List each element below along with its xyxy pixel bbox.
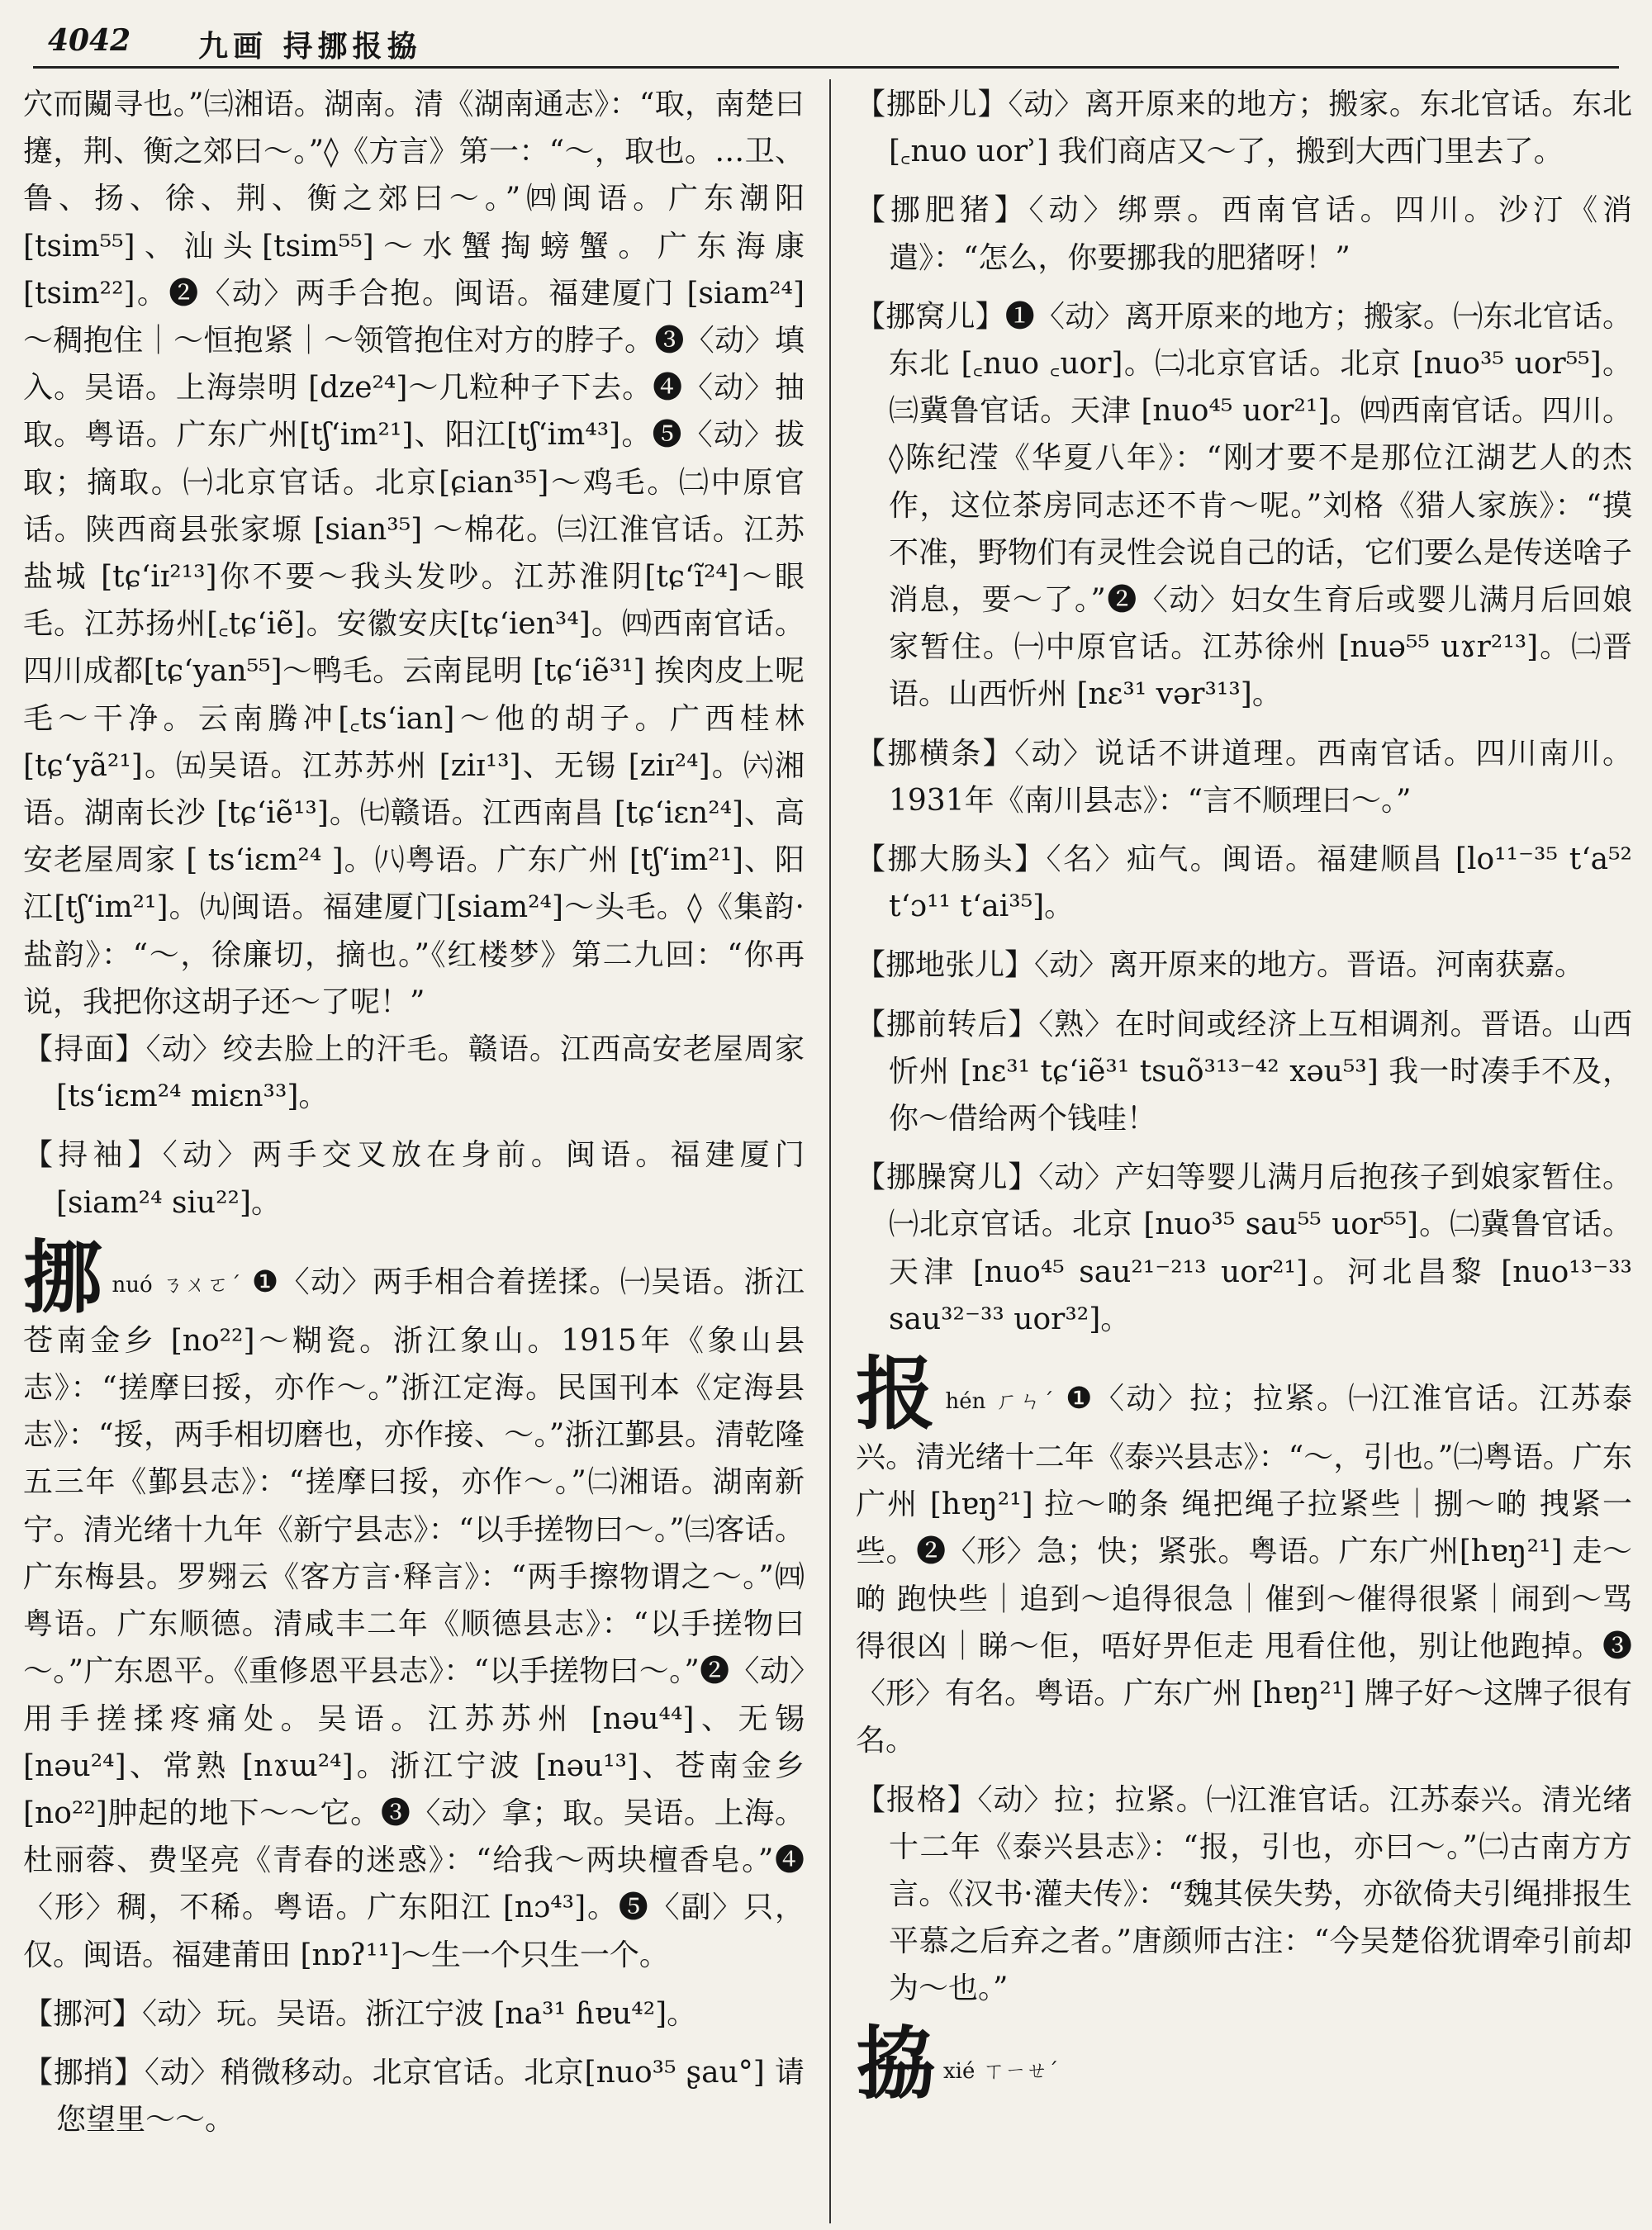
dictionary-entry [856,1777,1632,2013]
entry-text: 【挪河】〈动〉玩。吴语。浙江宁波 [na³¹ ɦɐu⁴²]。 [23,1996,697,2031]
pinyin: xié [943,2058,976,2084]
head-character-entry [856,2016,1632,2110]
head-character: 挪 [23,1230,104,1324]
dictionary-entry [856,293,1632,719]
page-header [33,18,1619,63]
entry-text: 【挦面】〈动〉绞去脸上的汗毛。赣语。江西高安老屋周家 [tsʻiɛm²⁴ miɛn³³]。 [23,1032,805,1114]
entry-text: 【挪捎】〈动〉稍微移动。北京官话。北京[nuo³⁵ ʂau°] 请您望里～～。 [23,2055,805,2137]
dictionary-entry [23,1990,805,2038]
entry-text: 【报格】〈动〉拉；拉紧。㈠江淮官话。江苏泰兴。清光绪十二年《泰兴县志》：“报，引也，亦曰～。”㈡古南方方言。《汉书·灌夫传》：“魏其侯失势，亦欲倚夫引绳排报生平慕之后弃之者。”唐颜师古注：“今吴楚俗犹谓牵引前却为～也。” [856,1782,1632,2006]
dictionary-entry [856,1001,1632,1143]
entry-text: 【挪肥猪】〈动〉绑票。西南官话。四川。沙汀《消遣》：“怎么，你要挪我的肥猪呀！” [856,193,1632,275]
head-character: 报 [856,1347,938,1441]
header-rule [33,66,1619,69]
entry-text: 【挪大肠头】〈名〉疝气。闽语。福建顺昌 [lo¹¹⁻³⁵ tʻa⁵² tʻɔ¹¹ tʻai³⁵]。 [856,842,1632,924]
dictionary-entry [856,942,1632,989]
head-character: 拹 [856,2016,935,2110]
dictionary-entry [856,1154,1632,1343]
dictionary-entry [23,1026,805,1120]
definition-text: ❶〈动〉两手相合着搓揉。㈠吴语。浙江苍南金乡 [no²²]～糊瓷。浙江象山。1915年《象山县志》：“搓摩曰挼，亦作～。”浙江定海。民国刊本《定海县志》：“挼，两手相切磨也，亦作接、～。”浙江鄞县。清乾隆五三年《鄞县志》：“搓摩曰挼，亦作～。”㈡湘语。湖南新宁。清光绪十九年《新宁县志》：“以手搓物曰～。”㈢客话。广东梅县。罗翙云《客方言·释言》：“两手擦物谓之～。”㈣粤语。广东顺德。清咸丰二年《顺德县志》：“以手搓物曰～。”广东恩平。《重修恩平县志》：“以手搓物曰～。”❷〈动〉用手搓揉疼痛处。吴语。江苏苏州 [nəu⁴⁴]、无锡 [nəu²⁴]、常熟 [nɤɯ²⁴]。浙江宁波 [nəu¹³]、苍南金乡 [no²²]肿起的地下～～它。❸〈动〉拿；取。吴语。上海。杜丽蓉、费坚亮《青春的迷惑》：“给我～两块檀香皂。”❹〈形〉稠，不稀。粤语。广东阳江 [nɔ⁴³]。❺〈副〉只，仅。闽语。福建莆田 [nɒʔ¹¹]～生一个只生一个。 [23,1264,805,1972]
pinyin: hén [945,1389,986,1415]
entry-text: 【挪前转后】〈熟〉在时间或经济上互相调剂。晋语。山西忻州 [nɛ³¹ tɕʻiẽ³¹ tsuõ³¹³⁻⁴² xəu⁵³] 我一时凑手不及，你～借给两个钱哇！ [856,1007,1632,1136]
pinyin: nuó [112,1272,153,1298]
dictionary-entry [856,81,1632,175]
dictionary-entry [23,1132,805,1226]
zhuyin: ㄋㄨㄛˊ [160,1272,242,1298]
entry-text: 【挦袖】〈动〉两手交叉放在身前。闽语。福建厦门 [siam²⁴ siu²²]。 [23,1138,805,1220]
entry-text: 【挪横条】〈动〉说话不讲道理。西南官话。四川南川。1931年《南川县志》：“言不顺理曰～。” [856,736,1632,818]
head-character-entry [856,1347,1632,1764]
left-column [23,81,805,2220]
dictionary-entry [23,2049,805,2143]
entry-text: 【挪窝儿】❶〈动〉离开原来的地方；搬家。㈠东北官话。东北 [꜀nuo ꜀uor]。㈡北京官话。北京 [nuo³⁵ uor⁵⁵]。㈢冀鲁官话。天津 [nuo⁴⁵ uor²¹]。㈣西南官话。四川。◊陈纪滢《华夏八年》：“刚才要不是那位江湖艺人的杰作，这位茶房同志还不肯～呢。”刘格《猎人家族》：“摸不准，野物们有灵性会说自己的话，它们要么是传送啥子消息，要～了。”❷〈动〉妇女生育后或婴儿满月后回娘家暂住。㈠中原官话。江苏徐州 [nuə⁵⁵ uɤr²¹³]。㈡晋语。山西忻州 [nɛ³¹ vər³¹³]。 [856,299,1632,712]
entry-text: 【挪地张儿】〈动〉离开原来的地方。晋语。河南获嘉。 [856,948,1585,983]
zhuyin: ㄏㄣˊ [994,1389,1056,1415]
continued-text [23,81,805,1026]
right-column [856,81,1632,2220]
entry-text: 【挪卧儿】〈动〉离开原来的地方；搬家。东北官话。东北 [꜀nuo uorʾ] 我们商店又～了，搬到大西门里去了。 [856,88,1632,169]
dictionary-entry [856,836,1632,930]
entry-text: 【挪臊窝儿】〈动〉产妇等婴儿满月后抱孩子到娘家暂住。㈠北京官话。北京 [nuo³⁵ sau⁵⁵ uor⁵⁵]。㈡冀鲁官话。天津 [nuo⁴⁵ sau²¹⁻²¹³ uor²¹]。河北昌黎 [nuo¹³⁻³³ sau³²⁻³³ uor³²]。 [856,1160,1632,1336]
column-divider [829,79,831,2223]
zhuyin: ㄒㄧㄝˊ [983,2058,1059,2084]
dictionary-entry [856,187,1632,281]
entry-text: 穴而闚寻也。”㈢湘语。湖南。清《湖南通志》：“取，南楚曰攓，荆、衡之郊曰～。”◊《方言》第一：“～，取也。…卫、鲁、扬、徐、荆、衡之郊曰～。”㈣闽语。广东潮阳 [tsim⁵⁵]、汕头[tsim⁵⁵]～水蟹掏螃蟹。广东海康 [tsim²²]。❷〈动〉两手合抱。闽语。福建厦门 [siam²⁴] ～稠抱住｜～恒抱紧｜～领管抱住对方的脖子。❸〈动〉填入。吴语。上海崇明 [dze²⁴]～几粒种子下去。❹〈动〉抽取。粤语。广东广州[tʃʻim²¹]、阳江[tʃʻim⁴³]。❺〈动〉拔取；摘取。㈠北京官话。北京[ɕian³⁵]～鸡毛。㈡中原官话。陕西商县张家塬 [sian³⁵] ～棉花。㈢江淮官话。江苏盐城 [tɕʻiɪ²¹³]你不要～我头发吵。江苏淮阴[tɕʻĩ²⁴]～眼毛。江苏扬州[꜀tɕʻiẽ]。安徽安庆[tɕʻien³⁴]。㈣西南官话。四川成都[tɕʻyan⁵⁵]～鸭毛。云南昆明 [tɕʻiẽ³¹] 挨肉皮上呢毛～干净。云南腾冲[꜀tsʻian]～他的胡子。广西桂林[tɕʻyã²¹]。㈤吴语。江苏苏州 [ziɪ¹³]、无锡 [ziɪ²⁴]。㈥湘语。湖南长沙 [tɕʻiẽ¹³]。㈦赣语。江西南昌 [tɕʻiɛn²⁴]、高安老屋周家 [ tsʻiɛm²⁴ ]。㈧粤语。广东广州 [tʃʻim²¹]、阳江[tʃʻim²¹]。㈨闽语。福建厦门[siam²⁴]～头毛。◊《集韵·盐韵》：“～，徐廉切，摘也。”《红楼梦》第二九回：“你再说，我把你这胡子还～了呢！” [23,88,805,1019]
head-character-entry [23,1230,805,1979]
definition-text: ❶〈动〉拉；拉紧。㈠江淮官话。江苏泰兴。清光绪十二年《泰兴县志》：“～，引也。”㈡粤语。广东广州 [hɐŋ²¹] 拉～啲条 绳把绳子拉紧些｜捌～啲 拽紧一些。❷〈形〉急；快；紧张。粤语。广东广州[hɐŋ²¹] 走～啲 跑快些｜追到～追得很急｜催到～催得很紧｜闹到～骂得很凶｜睇～佢，唔好畀佢走 甩看住他，别让他跑掉。❸〈形〉有名。粤语。广东广州 [hɐŋ²¹] 牌子好～这牌子很有名。 [856,1382,1632,1758]
dictionary-entry [856,730,1632,824]
page-number: 4042 [48,23,131,58]
running-title: 九画 挦挪报拹 [198,29,422,64]
